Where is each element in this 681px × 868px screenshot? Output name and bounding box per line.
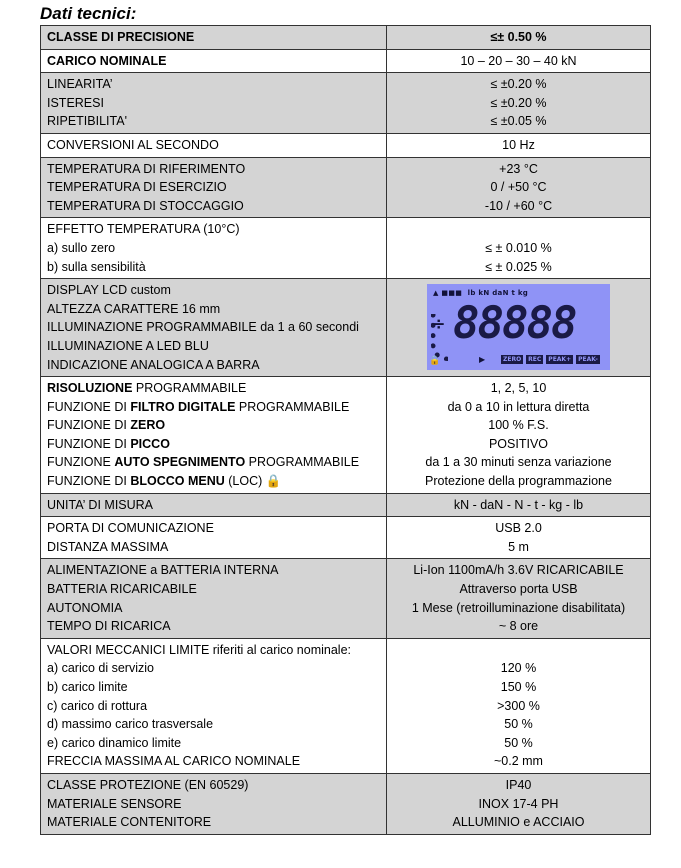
table-row bbox=[41, 559, 651, 638]
autooff-label-c: PROGRAMMABILE bbox=[245, 455, 360, 470]
spec-table bbox=[40, 25, 651, 835]
deflection-label: FRECCIA MASSIMA AL CARICO NOMINALE bbox=[47, 754, 301, 769]
distance-label: DISTANZA MASSIMA bbox=[47, 539, 169, 554]
lcd-units: ▲ ■■■ lb kN daN t kg bbox=[433, 289, 529, 298]
recharge-value: ~ 8 ore bbox=[498, 619, 539, 634]
table-row bbox=[41, 377, 651, 494]
blank-line bbox=[393, 220, 644, 239]
effect-sens-label: b) sulla sensibilità bbox=[47, 259, 146, 274]
autooff-label-a: FUNZIONE bbox=[47, 455, 115, 470]
table-row bbox=[41, 493, 651, 517]
menulock-label-c: (LOC) 🔒 bbox=[224, 474, 282, 489]
temp-op-value: 0 / +50 °C bbox=[490, 180, 547, 195]
limit-load-label: b) carico limite bbox=[47, 680, 128, 694]
table-row bbox=[41, 133, 651, 157]
repeatability-value: ≤ ±0.05 % bbox=[490, 114, 547, 129]
menulock-label-bold: BLOCCO MENU bbox=[130, 474, 225, 489]
precision-label: CLASSE DI PRECISIONE bbox=[47, 30, 195, 44]
repeatability-label: RIPETIBILITA' bbox=[47, 114, 127, 129]
autonomy-label: AUTONOMIA bbox=[47, 600, 123, 615]
blank-line bbox=[393, 641, 644, 660]
power-value: Li-Ion 1100mA/h 3.6V RICARICABILE bbox=[413, 563, 624, 578]
hysteresis-value: ≤ ±0.20 % bbox=[490, 95, 547, 110]
recharge-label: TEMPO DI RICARICA bbox=[47, 619, 171, 634]
break-load-value: >300 % bbox=[497, 698, 540, 713]
sensor-material-value: INOX 17-4 PH bbox=[478, 796, 559, 811]
transverse-load-label: d) massimo carico trasversale bbox=[47, 717, 214, 732]
lcd-tag-peak-plus: PEAK+ bbox=[548, 356, 572, 364]
filter-label-c: PROGRAMMABILE bbox=[235, 399, 350, 414]
table-row bbox=[41, 773, 651, 834]
zero-value: 100 % F.S. bbox=[488, 418, 549, 433]
precision-value: ≤± 0.50 % bbox=[490, 30, 547, 44]
table-row bbox=[41, 517, 651, 559]
dynamic-load-label: e) carico dinamico limite bbox=[47, 735, 182, 750]
limit-load-value: 150 % bbox=[500, 680, 537, 694]
table-row bbox=[41, 49, 651, 73]
lock-icon: 🔒 bbox=[429, 356, 441, 367]
linearity-value: ≤ ±0.20 % bbox=[490, 77, 547, 92]
nominal-value: 10 – 20 – 30 – 40 kN bbox=[460, 53, 577, 68]
autooff-label-bold: AUTO SPEGNIMENTO bbox=[114, 455, 246, 470]
temp-store-value: -10 / +60 °C bbox=[484, 198, 553, 213]
table-row bbox=[41, 73, 651, 134]
distance-value: 5 m bbox=[508, 539, 529, 554]
char-height-label: ALTEZZA CARATTERE 16 mm bbox=[47, 301, 221, 316]
page-title: Dati tecnici: bbox=[40, 4, 137, 23]
temp-ref-label: TEMPERATURA DI RIFERIMENTO bbox=[47, 161, 246, 176]
protection-label: CLASSE PROTEZIONE (EN 60529) bbox=[47, 777, 249, 792]
lcd-sign-icon: ÷ bbox=[432, 314, 446, 334]
lcd-tags bbox=[501, 355, 600, 364]
conversions-label: CONVERSIONI AL SECONDO bbox=[47, 137, 219, 152]
menulock-value: Protezione della programmazione bbox=[425, 474, 612, 489]
bar-indication-label: INDICAZIONE ANALOGICA A BARRA bbox=[47, 357, 260, 372]
filter-label-a: FUNZIONE DI bbox=[47, 399, 131, 414]
peak-value: POSITIVO bbox=[488, 436, 549, 451]
table-row bbox=[41, 157, 651, 218]
zero-label-bold: ZERO bbox=[130, 418, 166, 433]
units-value: kN - daN - N - t - kg - lb bbox=[453, 497, 584, 512]
autooff-value: da 1 a 30 minuti senza variazione bbox=[425, 455, 612, 470]
effect-zero-label: a) sullo zero bbox=[47, 240, 116, 255]
deflection-value: ~0.2 mm bbox=[494, 754, 543, 769]
housing-material-value: ALLUMINIO e ACCIAIO bbox=[452, 815, 585, 830]
arrow-icon: ▶ bbox=[479, 355, 486, 365]
units-label: UNITA’ DI MISURA bbox=[47, 497, 154, 512]
table-row bbox=[41, 218, 651, 279]
port-label: PORTA DI COMUNICAZIONE bbox=[47, 521, 214, 536]
lcd-tag-zero: ZERO bbox=[503, 356, 522, 364]
zero-label-a: FUNZIONE DI bbox=[47, 418, 131, 433]
battery-label: BATTERIA RICARICABILE bbox=[47, 582, 197, 597]
temp-effect-label: EFFETTO TEMPERATURA (10°C) bbox=[47, 222, 240, 237]
lcd-display-image bbox=[427, 284, 610, 370]
resolution-label-rest: PROGRAMMABILE bbox=[132, 381, 247, 396]
peak-label-a: FUNZIONE DI bbox=[47, 436, 131, 451]
protection-value: IP40 bbox=[505, 777, 532, 792]
service-load-value: 120 % bbox=[500, 661, 537, 676]
lcd-tag-rec: REC bbox=[528, 356, 542, 364]
lcd-units-text: lb kN daN t kg bbox=[467, 289, 529, 298]
temp-ref-value: +23 °C bbox=[499, 161, 538, 176]
service-load-label: a) carico di servizio bbox=[47, 661, 154, 676]
dynamic-load-value: 50 % bbox=[504, 735, 533, 750]
peak-label-bold: PICCO bbox=[130, 436, 170, 451]
housing-material-label: MATERIALE CONTENITORE bbox=[47, 815, 212, 830]
temp-op-label: TEMPERATURA DI ESERCIZIO bbox=[47, 180, 227, 195]
filter-value: da 0 a 10 in lettura diretta bbox=[447, 399, 590, 414]
hysteresis-label: ISTERESI bbox=[47, 95, 104, 110]
mech-heading: VALORI MECCANICI LIMITE riferiti al carico nominale: bbox=[47, 642, 352, 657]
illumination-label: ILLUMINAZIONE PROGRAMMABILE da 1 a 60 secondi bbox=[47, 320, 359, 335]
resolution-value: 1, 2, 5, 10 bbox=[490, 381, 547, 396]
port-value: USB 2.0 bbox=[495, 521, 542, 536]
display-label: DISPLAY LCD custom bbox=[47, 283, 171, 298]
lcd-digits: 88888 bbox=[453, 298, 576, 350]
table-row bbox=[41, 279, 651, 377]
battery-value: Attraverso porta USB bbox=[459, 582, 578, 597]
filter-label-bold: FILTRO DIGITALE bbox=[130, 399, 236, 414]
lcd-tag-peak-minus: PEAK- bbox=[578, 356, 598, 364]
nominal-label: CARICO NOMINALE bbox=[47, 53, 167, 68]
power-label: ALIMENTAZIONE a BATTERIA INTERNA bbox=[47, 563, 279, 578]
effect-zero-value: ≤ ± 0.010 % bbox=[485, 240, 552, 255]
led-label: ILLUMINAZIONE A LED BLU bbox=[47, 338, 209, 353]
effect-sens-value: ≤ ± 0.025 % bbox=[485, 259, 552, 274]
temp-store-label: TEMPERATURA DI STOCCAGGIO bbox=[47, 198, 244, 213]
table-row bbox=[41, 638, 651, 773]
resolution-label-bold: RISOLUZIONE bbox=[47, 381, 133, 396]
autonomy-value: 1 Mese (retroilluminazione disabilitata) bbox=[411, 600, 626, 615]
sensor-material-label: MATERIALE SENSORE bbox=[47, 796, 182, 811]
linearity-label: LINEARITA’ bbox=[47, 77, 113, 92]
conversions-value: 10 Hz bbox=[502, 137, 535, 152]
transverse-load-value: 50 % bbox=[504, 717, 533, 732]
break-load-label: c) carico di rottura bbox=[47, 698, 148, 713]
menulock-label-a: FUNZIONE DI bbox=[47, 474, 131, 489]
table-row bbox=[41, 26, 651, 50]
